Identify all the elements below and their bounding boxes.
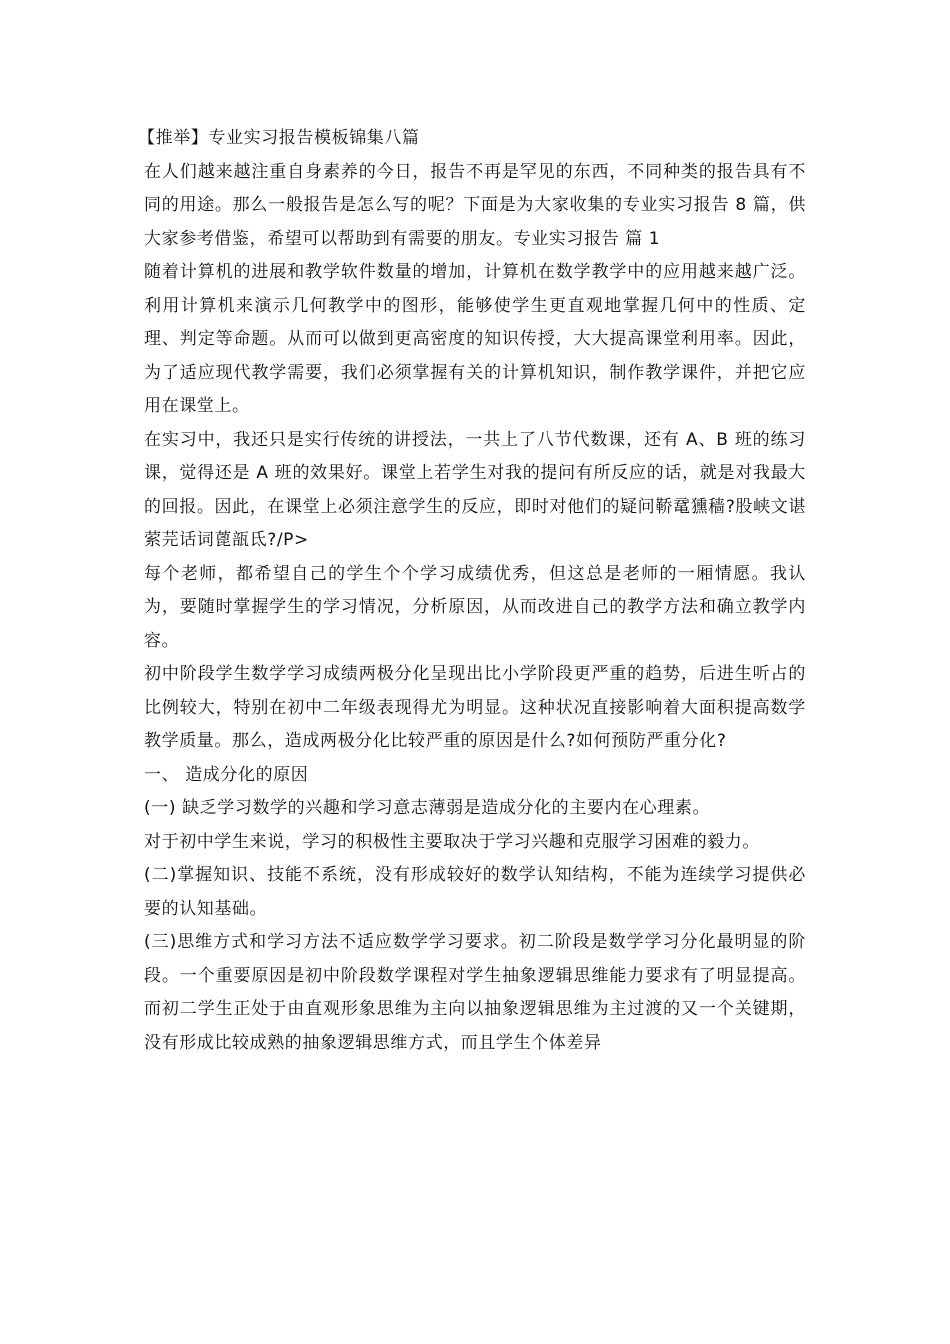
paragraph-teacher: 每个老师，都希望自己的学生个个学习成绩优秀，但这总是老师的一厢情愿。我认为，要随时掌握学生的学习情况，分析原因，从而改进自己的教学方法和确立教学内容。 (144, 563, 806, 651)
section-heading-causes: 一、 造成分化的原因 (144, 764, 309, 785)
document-body (138, 122, 806, 1060)
document-title: 【推举】专业实习报告模板锦集八篇 (138, 128, 420, 148)
paragraph-computer: 随着计算机的进展和教学软件数量的增加，计算机在数学教学中的应用越来越广泛。利用计算机来演示几何教学中的图形，能够使学生更直观地掌握几何中的性质、定理、判定等命题。从而可以做到更高密度的知识传授，大大提高课堂利用率。因此，为了适应现代教学需要，我们必须掌握有关的计算机知识，制作教学课件，并把它应用在课堂上。 (144, 262, 806, 416)
paragraph-practice: 在实习中，我还只是实行传统的讲授法，一共上了八节代数课，还有 A、B 班的练习课，觉得还是 A 班的效果好。课堂上若学生对我的提问有所反应的话，就是对我最大的回报。因此，在课堂上必须注意学生的反应，即时对他们的疑问鞒鼋獯穑?股峡文谌萦芫话词蓖瓿氐?/P> (144, 429, 806, 550)
paragraph-polarization: 初中阶段学生数学学习成绩两极分化呈现出比小学阶段更严重的趋势，后进生听占的比例较大，特别在初中二年级表现得尤为明显。这种状况直接影响着大面积提高数学教学质量。那么，造成两极分化比较严重的原因是什么?如何预防严重分化? (144, 664, 806, 751)
paragraph-cause-1: (一) 缺乏学习数学的兴趣和学习意志薄弱是造成分化的主要内在心理素。 (144, 798, 711, 818)
paragraph-cause-3: (三)思维方式和学习方法不适应数学学习要求。初二阶段是数学学习分化最明显的阶段。一个重要原因是初中阶段数学课程对学生抽象逻辑思维能力要求有了明显提高。而初二学生正处于由直观形象思维为主向以抽象逻辑思维为主过渡的又一个关键期，没有形成比较成熟的抽象逻辑思维方式，而且学生个体差异 (144, 932, 806, 1053)
paragraph-cause-1-detail: 对于初中学生来说，学习的积极性主要取决于学习兴趣和克服学习困难的毅力。 (144, 831, 760, 852)
paragraph-intro: 在人们越来越注重自身素养的今日，报告不再是罕见的东西，不同种类的报告具有不同的用途。那么一般报告是怎么写的呢？下面是为大家收集的专业实习报告 8 篇，供大家参考借鉴，希望可以帮助到有需要的朋友。专业实习报告 篇 1 (144, 161, 806, 249)
paragraph-cause-2: (二)掌握知识、技能不系统，没有形成较好的数学认知结构，不能为连续学习提供必要的认知基础。 (144, 865, 806, 919)
